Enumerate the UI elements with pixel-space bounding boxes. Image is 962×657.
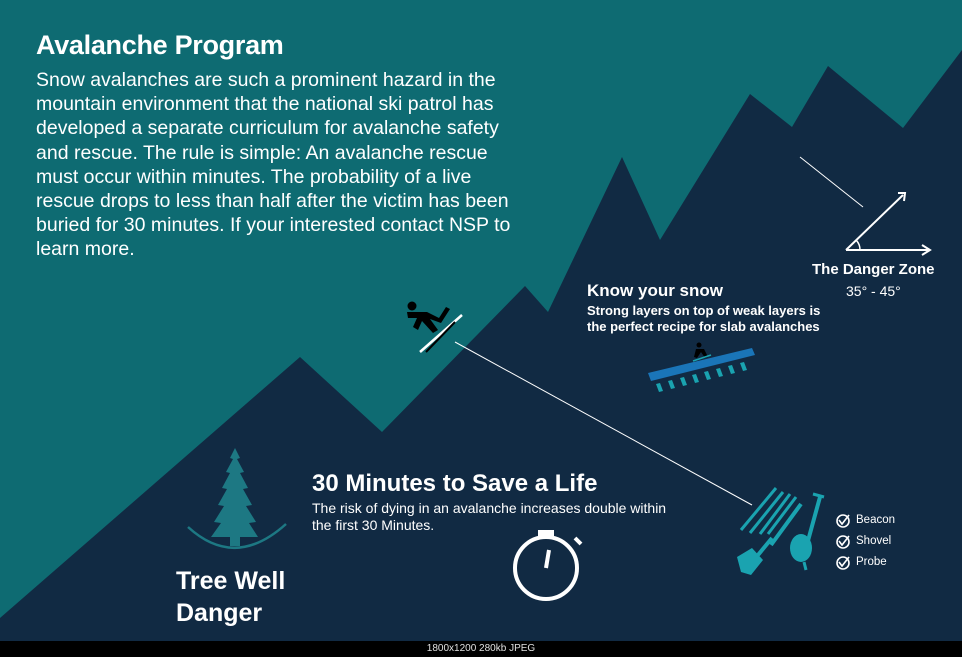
page-title: Avalanche Program: [36, 30, 284, 60]
gear-item-shovel: [836, 535, 891, 547]
gear-item-label: Shovel: [856, 535, 892, 547]
skier-icon: [407, 302, 462, 353]
gear-item-label: Probe: [856, 556, 887, 568]
know-your-snow-body: Strong layers on top of weak layers is the perfect recipe for slab avalanches: [587, 303, 821, 334]
gear-item-beacon: [836, 514, 895, 526]
thirty-minutes-body: The risk of dying in an avalanche increases double within the first 30 Minutes.: [312, 500, 667, 533]
thirty-minutes-heading: 30 Minutes to Save a Life: [312, 470, 598, 497]
gear-item-probe: [836, 556, 887, 568]
intro-paragraph: Snow avalanches are such a prominent hazard in the mountain environment that the national ski patrol has developed a separate curriculum for avalanche safety and rescue. The rule is simple: An avalanche rescue must occur within minutes. The probability of a live rescue drops to less than half after the victim has been buried for 30 minutes. If your interested contact NSP to learn more.: [36, 69, 511, 261]
image-info-footer: 1800x1200 280kb JPEG: [0, 641, 962, 657]
gear-item-label: Beacon: [856, 514, 896, 526]
danger-zone-angle: 35° - 45°: [846, 283, 901, 299]
tree-well-heading: Tree Well Danger: [176, 567, 286, 627]
know-your-snow-heading: Know your snow: [587, 281, 723, 300]
danger-zone-heading: The Danger Zone: [812, 261, 935, 278]
